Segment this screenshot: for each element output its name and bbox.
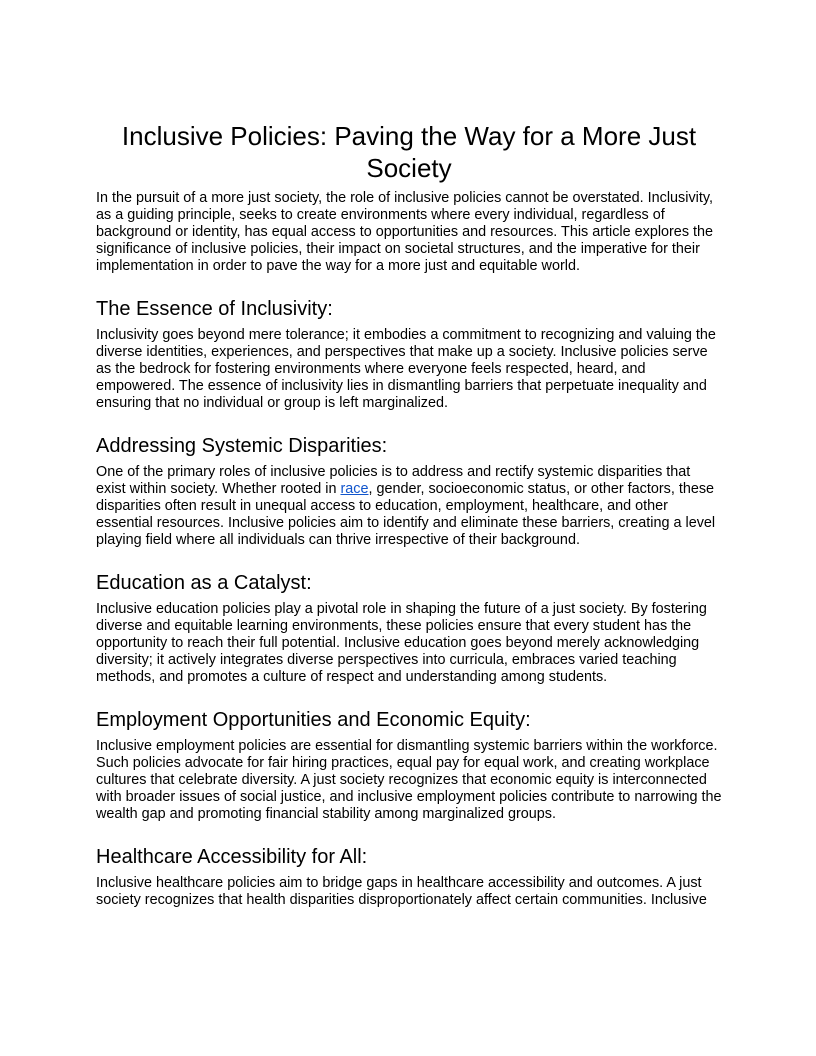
race-link[interactable]: race	[340, 481, 369, 497]
section-body-healthcare: Inclusive healthcare policies aim to bridge gaps in healthcare accessibility and outcomes. A just society recognizes that health disparities disproportionately affect certain communities. Inclusive	[96, 875, 707, 908]
disparities-text-after-link: , gender, socioeconomic status, or other factors, these disparities often result in unequal access to education, employment, healthcare, and other essential resources. Inclusive policies aim to identify and eliminate these barriers, creating a level playing field where all individuals can thrive irrespective of their background.	[96, 481, 716, 548]
section-heading-essence: The Essence of Inclusivity:	[96, 298, 333, 320]
document-page	[96, 120, 722, 909]
section-body-education: Inclusive education policies play a pivotal role in shaping the future of a just society. By fostering diverse and equitable learning environments, these policies ensure that every student has the opportunity to reach their full potential. Inclusive education goes beyond merely acknowledging diversity; it actively integrates diverse perspectives into curricula, embraces varied teaching methods, and promotes a culture of respect and understanding among students.	[96, 601, 707, 685]
disparities-text-before-link: One of the primary roles of inclusive policies is to address and rectify systemic disparities that exist within society. Whether rooted in	[96, 464, 691, 497]
intro-paragraph: In the pursuit of a more just society, the role of inclusive policies cannot be overstated. Inclusivity, as a guiding principle, seeks to create environments where every individual, regardless of background or identity, has equal access to opportunities and resources. This article explores the significance of inclusive policies, their impact on societal structures, and the imperative for their implementation in order to pave the way for a more just and equitable world.	[96, 190, 714, 274]
section-heading-employment: Employment Opportunities and Economic Equity:	[96, 709, 531, 731]
section-body-disparities	[96, 464, 722, 549]
document-title: Inclusive Policies: Paving the Way for a More Just Society	[121, 121, 697, 183]
section-heading-disparities: Addressing Systemic Disparities:	[96, 435, 388, 457]
section-body-employment: Inclusive employment policies are essential for dismantling systemic barriers within the workforce. Such policies advocate for fair hiring practices, equal pay for equal work, and creating workplace cultures that celebrate diversity. A just society recognizes that economic equity is interconnected with broader issues of social justice, and inclusive employment policies contribute to narrowing the wealth gap and promoting financial stability among marginalized groups.	[96, 738, 722, 822]
section-body-essence: Inclusivity goes beyond mere tolerance; it embodies a commitment to recognizing and valuing the diverse identities, experiences, and perspectives that make up a society. Inclusive policies serve as the bedrock for fostering environments where everyone feels respected, heard, and empowered. The essence of inclusivity lies in dismantling barriers that perpetuate inequality and ensuring that no individual or group is left marginalized.	[96, 327, 716, 411]
section-heading-education: Education as a Catalyst:	[96, 572, 312, 594]
section-heading-healthcare: Healthcare Accessibility for All:	[96, 846, 368, 868]
